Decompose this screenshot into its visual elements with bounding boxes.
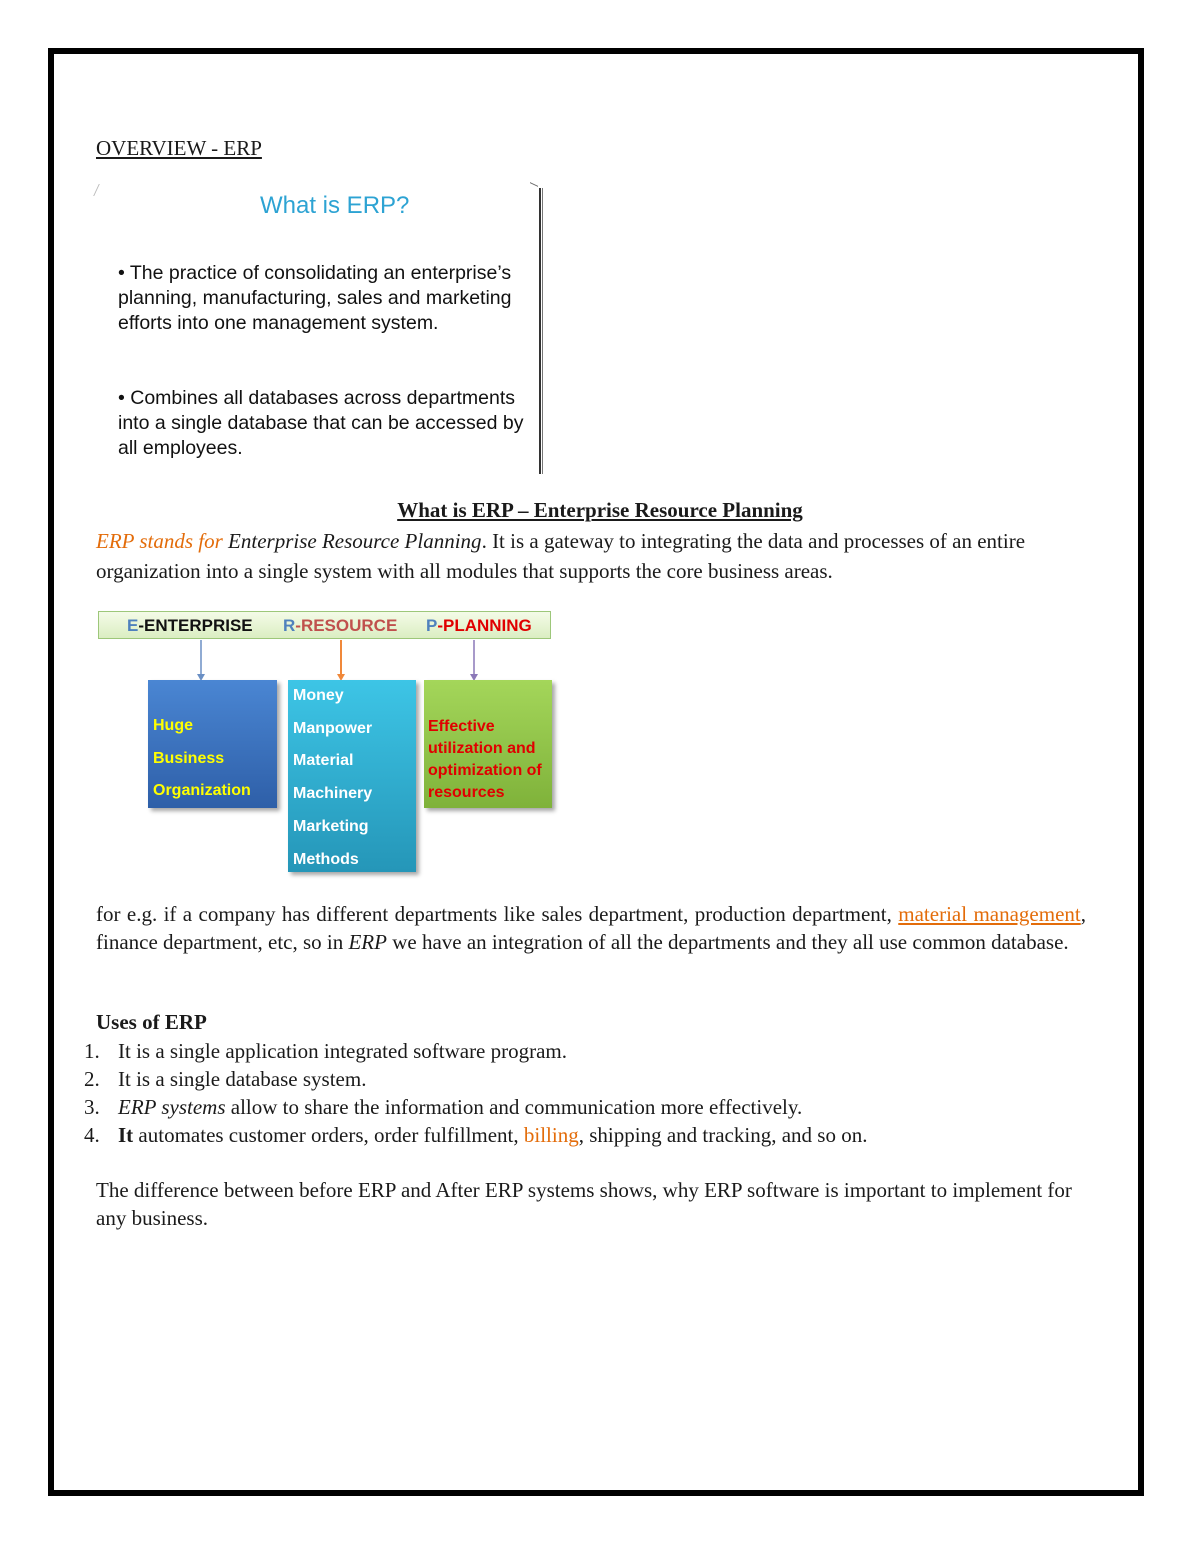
list-number: 4. bbox=[84, 1123, 100, 1147]
list-bold: It bbox=[118, 1123, 134, 1147]
box-line: Material bbox=[293, 752, 354, 770]
arrow-enterprise bbox=[197, 640, 205, 681]
header-letter: P bbox=[426, 616, 438, 635]
box-line: Effective bbox=[428, 718, 495, 735]
list-text: allow to share the information and communication more effectively. bbox=[225, 1095, 803, 1119]
diagram-arrows bbox=[0, 0, 600, 700]
header-letter: R bbox=[283, 616, 296, 635]
list-number: 2. bbox=[84, 1067, 100, 1091]
list-text: automates customer orders, order fulfillment, bbox=[133, 1123, 524, 1147]
list-item bbox=[84, 1121, 867, 1149]
box-line: Manpower bbox=[293, 719, 373, 737]
box-line: Money bbox=[293, 687, 344, 704]
list-item bbox=[84, 1037, 867, 1065]
example-paragraph bbox=[96, 900, 1086, 956]
box-line: Business bbox=[153, 749, 225, 767]
material-management-link[interactable]: material management bbox=[898, 902, 1081, 926]
example-erp: ERP bbox=[348, 930, 387, 954]
slide-bullet: • The practice of consolidating an enterprise’s planning, manufacturing, sales and marketing efforts into one management system. bbox=[118, 262, 512, 334]
uses-list bbox=[84, 1037, 867, 1149]
arrow-planning bbox=[470, 640, 478, 681]
box-line: Machinery bbox=[293, 785, 373, 803]
intro-term: Enterprise Resource Planning bbox=[228, 529, 482, 553]
header-letter: E bbox=[127, 616, 139, 635]
enterprise-box bbox=[148, 680, 277, 808]
box-line: Organization bbox=[153, 782, 251, 800]
box-line: Methods bbox=[293, 850, 359, 868]
example-text: for e.g. if a company has different departments like sales department, production department, bbox=[96, 902, 899, 926]
example-text: we have an integration of all the departments and they all use common database. bbox=[386, 930, 1069, 954]
resource-box bbox=[288, 680, 416, 872]
header-word: -ENTERPRISE bbox=[138, 616, 253, 635]
planning-box bbox=[424, 680, 552, 808]
list-text: , shipping and tracking, and so on. bbox=[578, 1123, 868, 1147]
section-title: What is ERP – Enterprise Resource Planning bbox=[397, 498, 803, 522]
box-line: Huge bbox=[153, 717, 193, 734]
list-italic: ERP systems bbox=[118, 1095, 226, 1119]
box-line: utilization and bbox=[428, 740, 536, 757]
closing-paragraph: The difference between before ERP and After ERP systems shows, why ERP software is important to implement for any business. bbox=[96, 1178, 1072, 1230]
box-line: Marketing bbox=[293, 817, 369, 835]
box-line: optimization of bbox=[428, 762, 542, 779]
list-item bbox=[84, 1093, 867, 1121]
list-number: 1. bbox=[84, 1039, 100, 1063]
intro-rest: . It is a gateway to integrating the data and processes of an entire organization into a single system with all modules that supports the core business areas. bbox=[96, 529, 1026, 583]
uses-title: Uses of ERP bbox=[96, 1010, 207, 1034]
slide-title: What is ERP? bbox=[260, 192, 410, 219]
header-word: -PLANNING bbox=[437, 616, 532, 635]
list-text: It is a single database system. bbox=[118, 1067, 367, 1091]
example-text: , finance department, etc, so in bbox=[96, 902, 1086, 954]
billing-link[interactable]: billing bbox=[523, 1123, 579, 1147]
list-number: 3. bbox=[84, 1095, 100, 1119]
overview-title: OVERVIEW - ERP bbox=[96, 136, 262, 160]
slide-bullet: • Combines all databases across departments into a single database that can be accessed by all employees. bbox=[118, 387, 524, 459]
list-text: It is a single application integrated software program. bbox=[118, 1039, 568, 1063]
intro-lead: ERP stands for bbox=[96, 529, 229, 553]
header-word: -RESOURCE bbox=[295, 616, 398, 635]
arrow-resource bbox=[337, 640, 345, 681]
box-line: resources bbox=[428, 784, 505, 801]
list-item bbox=[84, 1065, 867, 1093]
